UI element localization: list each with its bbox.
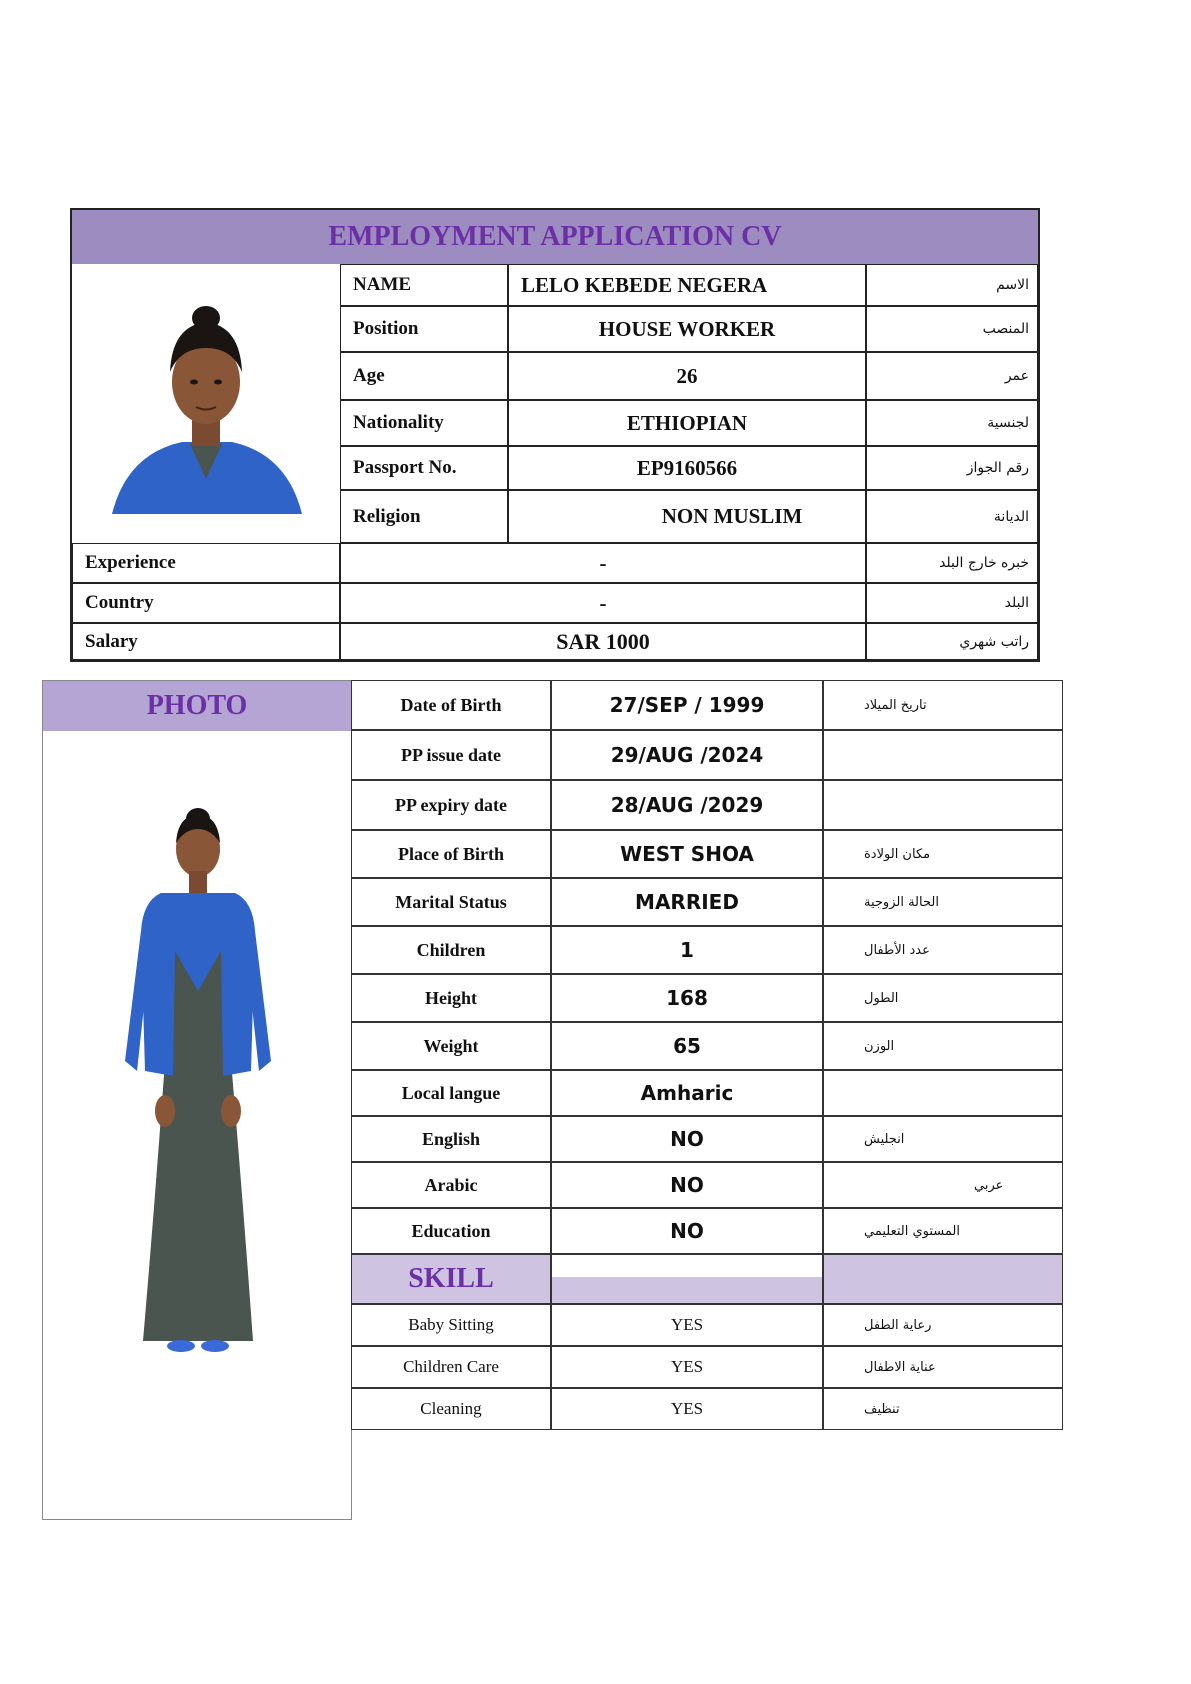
- experience-label-ar: خبره خارج البلد: [866, 543, 1038, 583]
- passport-value: EP9160566: [508, 446, 866, 490]
- height-value: 168: [551, 974, 823, 1022]
- name-label-ar: الاسم: [866, 264, 1038, 306]
- dob-value: 27/SEP / 1999: [551, 680, 823, 730]
- nationality-value: ETHIOPIAN: [508, 400, 866, 446]
- religion-value: NON MUSLIM: [508, 490, 866, 543]
- dob-label: Date of Birth: [351, 680, 551, 730]
- passport-label-ar: رقم الجواز: [866, 446, 1038, 490]
- skill-baby-sitting-value: YES: [551, 1304, 823, 1346]
- skill-cleaning-label: Cleaning: [351, 1388, 551, 1430]
- pp-expiry-label-ar: [823, 780, 1063, 830]
- pp-issue-label: PP issue date: [351, 730, 551, 780]
- full-body-photo: [103, 801, 303, 1361]
- pob-label: Place of Birth: [351, 830, 551, 878]
- details-table: [351, 680, 1063, 1430]
- religion-label: Religion: [340, 490, 508, 543]
- position-value: HOUSE WORKER: [508, 306, 866, 352]
- salary-label: Salary: [72, 623, 340, 660]
- education-value: NO: [551, 1208, 823, 1254]
- name-label: NAME: [340, 264, 508, 306]
- age-label-ar: عمر: [866, 352, 1038, 400]
- local-language-label-ar: [823, 1070, 1063, 1116]
- education-label: Education: [351, 1208, 551, 1254]
- english-label-ar: انجليش: [823, 1116, 1063, 1162]
- position-label: Position: [340, 306, 508, 352]
- photo-header: PHOTO: [43, 681, 351, 731]
- nationality-label-ar: لجنسية: [866, 400, 1038, 446]
- country-label-ar: البلد: [866, 583, 1038, 623]
- height-label-ar: الطول: [823, 974, 1063, 1022]
- skill-header-spacer-ar: [823, 1254, 1063, 1304]
- height-label: Height: [351, 974, 551, 1022]
- pp-expiry-value: 28/AUG /2029: [551, 780, 823, 830]
- weight-value: 65: [551, 1022, 823, 1070]
- headshot-photo: [72, 264, 340, 543]
- arabic-label: Arabic: [351, 1162, 551, 1208]
- weight-label-ar: الوزن: [823, 1022, 1063, 1070]
- children-label: Children: [351, 926, 551, 974]
- experience-label: Experience: [72, 543, 340, 583]
- dob-label-ar: تاريخ الميلاد: [823, 680, 1063, 730]
- skill-cleaning-value: YES: [551, 1388, 823, 1430]
- weight-label: Weight: [351, 1022, 551, 1070]
- country-value: -: [340, 583, 866, 623]
- skill-baby-sitting-ar: رعاية الطفل: [823, 1304, 1063, 1346]
- local-language-label: Local langue: [351, 1070, 551, 1116]
- skill-header: SKILL: [351, 1254, 551, 1304]
- children-value: 1: [551, 926, 823, 974]
- english-label: English: [351, 1116, 551, 1162]
- nationality-label: Nationality: [340, 400, 508, 446]
- skill-baby-sitting-label: Baby Sitting: [351, 1304, 551, 1346]
- arabic-label-ar: عربي: [823, 1162, 1063, 1208]
- salary-label-ar: راتب شهري: [866, 623, 1038, 660]
- pob-value: WEST SHOA: [551, 830, 823, 878]
- position-label-ar: المنصب: [866, 306, 1038, 352]
- pp-issue-value: 29/AUG /2024: [551, 730, 823, 780]
- passport-label: Passport No.: [340, 446, 508, 490]
- children-label-ar: عدد الأطفال: [823, 926, 1063, 974]
- skill-cleaning-ar: تنظيف: [823, 1388, 1063, 1430]
- local-language-value: Amharic: [551, 1070, 823, 1116]
- cv-header-table: [70, 208, 1040, 662]
- religion-label-ar: الديانة: [866, 490, 1038, 543]
- english-value: NO: [551, 1116, 823, 1162]
- skill-children-care-value: YES: [551, 1346, 823, 1388]
- name-value: LELO KEBEDE NEGERA: [508, 264, 866, 306]
- marital-label: Marital Status: [351, 878, 551, 926]
- full-photo-panel: [42, 680, 352, 1520]
- country-label: Country: [72, 583, 340, 623]
- pob-label-ar: مكان الولادة: [823, 830, 1063, 878]
- age-label: Age: [340, 352, 508, 400]
- skill-header-spacer: [551, 1254, 823, 1304]
- education-label-ar: المستوي التعليمي: [823, 1208, 1063, 1254]
- age-value: 26: [508, 352, 866, 400]
- skill-children-care-ar: عناية الاطفال: [823, 1346, 1063, 1388]
- marital-value: MARRIED: [551, 878, 823, 926]
- pp-issue-label-ar: [823, 730, 1063, 780]
- pp-expiry-label: PP expiry date: [351, 780, 551, 830]
- arabic-value: NO: [551, 1162, 823, 1208]
- skill-children-care-label: Children Care: [351, 1346, 551, 1388]
- experience-value: -: [340, 543, 866, 583]
- marital-label-ar: الحالة الزوجية: [823, 878, 1063, 926]
- salary-value: SAR 1000: [340, 623, 866, 660]
- cv-title: EMPLOYMENT APPLICATION CV: [72, 210, 1038, 264]
